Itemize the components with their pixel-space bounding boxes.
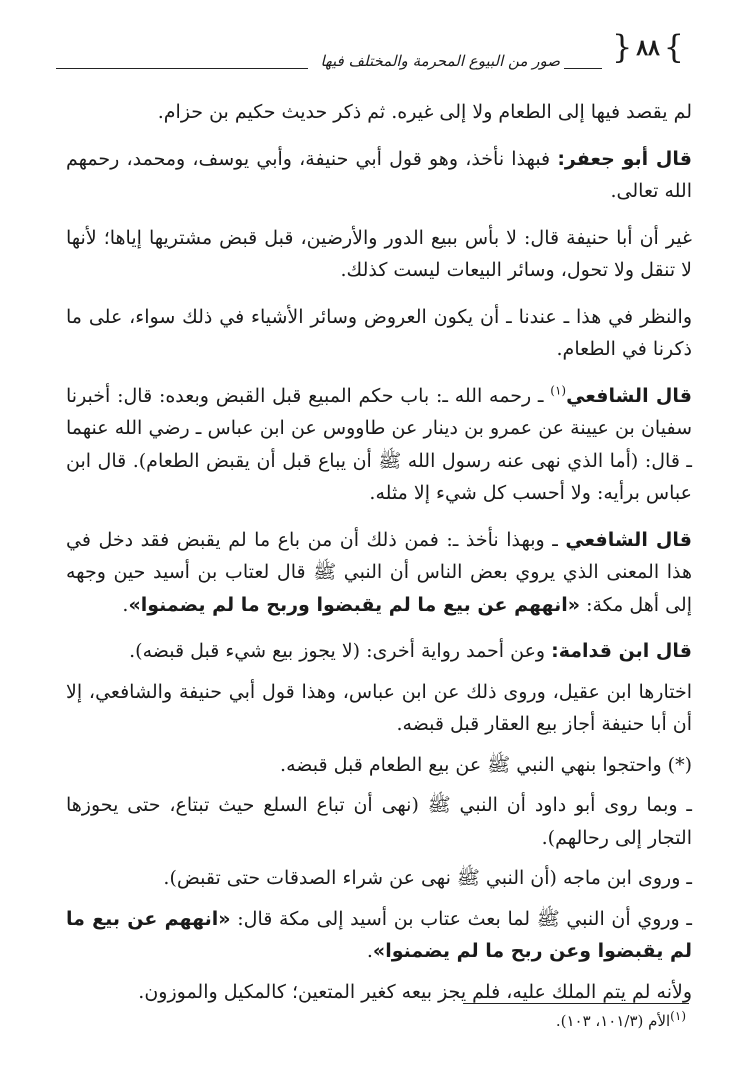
header-rule (564, 68, 602, 69)
paragraph-3 (66, 222, 692, 287)
page-header (56, 30, 686, 80)
body-text (66, 96, 692, 1016)
paragraph-10 (66, 789, 692, 854)
paragraph-text: وعن أحمد رواية أخرى: (لا يجوز بيع شيء قبل قبضه). (129, 640, 552, 662)
paragraph-text: ـ وروي أن النبي ﷺ لما بعث عتاب بن أسيد إلى مكة قال: (230, 907, 692, 930)
paragraph-9 (66, 749, 692, 782)
hadith-quote: «انههم عن بيع ما لم يقبضوا وعن ربح ما لم يضمنوا» (66, 907, 692, 962)
footnote-reference[interactable]: (١) (550, 383, 567, 398)
paragraph-text: ـ وروى ابن ماجه (أن النبي ﷺ نهى عن شراء الصدقات حتى تقبض). (163, 867, 692, 889)
paragraph-text: ـ وبهذا نأخذ ـ: فمن ذلك أن من باع ما لم يقبض فقد دخل في هذا المعنى الذي يروي بعض الناس أن النبي ﷺ قال لعتاب بن أسيد حين وجهه إلى أهل مكة: (66, 528, 692, 616)
hadith-quote: «انههم عن بيع ما لم يقبضوا وربح ما لم يضمنوا» (128, 593, 581, 616)
paragraph-text: لم يقصد فيها إلى الطعام ولا إلى غيره. ثم ذكر حديث حكيم بن حزام. (157, 101, 692, 123)
paragraph-text: غير أن أبا حنيفة قال: لا بأس ببيع الدور والأرضين، قبل قبض مشتريها إياها؛ لأنها لا تنقل ولا تحول، وسائر البيعات ليست كذلك. (66, 226, 692, 281)
paragraph-text: (*) واحتجوا بنهي النبي ﷺ عن بيع الطعام قبل قبضه. (280, 753, 692, 776)
speaker-label: قال الشافعي (565, 528, 692, 551)
paragraph-4 (66, 301, 692, 366)
paragraph-text: اختارها ابن عقيل، وروى ذلك عن ابن عباس، وهذا قول أبي حنيفة والشافعي، إلا أن أبا حنيفة أجاز بيع العقار قبل قبضه. (66, 680, 692, 735)
paragraph-1 (66, 96, 692, 129)
paragraph-11 (66, 862, 692, 895)
page-number: { ٨٨ } (610, 30, 686, 66)
speaker-label: قال الشافعي (566, 384, 692, 407)
speaker-label: قال ابن قدامة: (551, 640, 692, 662)
paragraph-text: والنظر في هذا ـ عندنا ـ أن يكون العروض وسائر الأشياء في ذلك سواء، على ما ذكرنا في الطعام. (66, 305, 692, 360)
paragraph-text: فبهذا نأخذ، وهو قول أبي حنيفة، وأبي يوسف، ومحمد، رحمهم الله تعالى. (66, 147, 692, 202)
paragraph-2 (66, 143, 692, 208)
paragraph-6 (66, 524, 692, 622)
paragraph-tail: . (122, 593, 129, 616)
paragraph-7 (66, 635, 692, 668)
paragraph-8 (66, 676, 692, 741)
footnote-rule (463, 1003, 689, 1004)
paragraph-text: ـ رحمه الله ـ: باب حكم المبيع قبل القبض وبعده: قال: أخبرنا سفيان بن عيينة عن عمرو بن دينار عن طاووس عن ابن عباس ـ رضي الله عنهما ـ قال: (أما الذي نهى عنه رسول الله ﷺ أن يباع قبل أن يقبض الطعام). قال ابن عباس برأيه: ولا أحسب كل شيء إلا مثله. (66, 384, 692, 504)
paragraph-5 (66, 380, 692, 510)
footnote-marker: (١) (670, 1009, 686, 1023)
paragraph-text: ولأنه لم يتم الملك عليه، فلم يجز بيعه كغير المتعين؛ كالمكيل والموزون. (138, 980, 692, 1003)
running-title: صور من البيوع المحرمة والمختلف فيها (320, 52, 560, 70)
footnote (60, 1009, 686, 1030)
header-rule-long (56, 68, 308, 69)
footnote-text: الأم (١٠١/٣، ١٠٣). (555, 1012, 671, 1030)
speaker-label: قال أبو جعفر: (557, 147, 692, 170)
paragraph-text: ـ وبما روى أبو داود أن النبي ﷺ (نهى أن تباع السلع حيث تبتاع، حتى يحوزها التجار إلى رحالهم). (66, 794, 692, 849)
paragraph-12 (66, 903, 692, 968)
paragraph-tail: . (366, 940, 373, 962)
